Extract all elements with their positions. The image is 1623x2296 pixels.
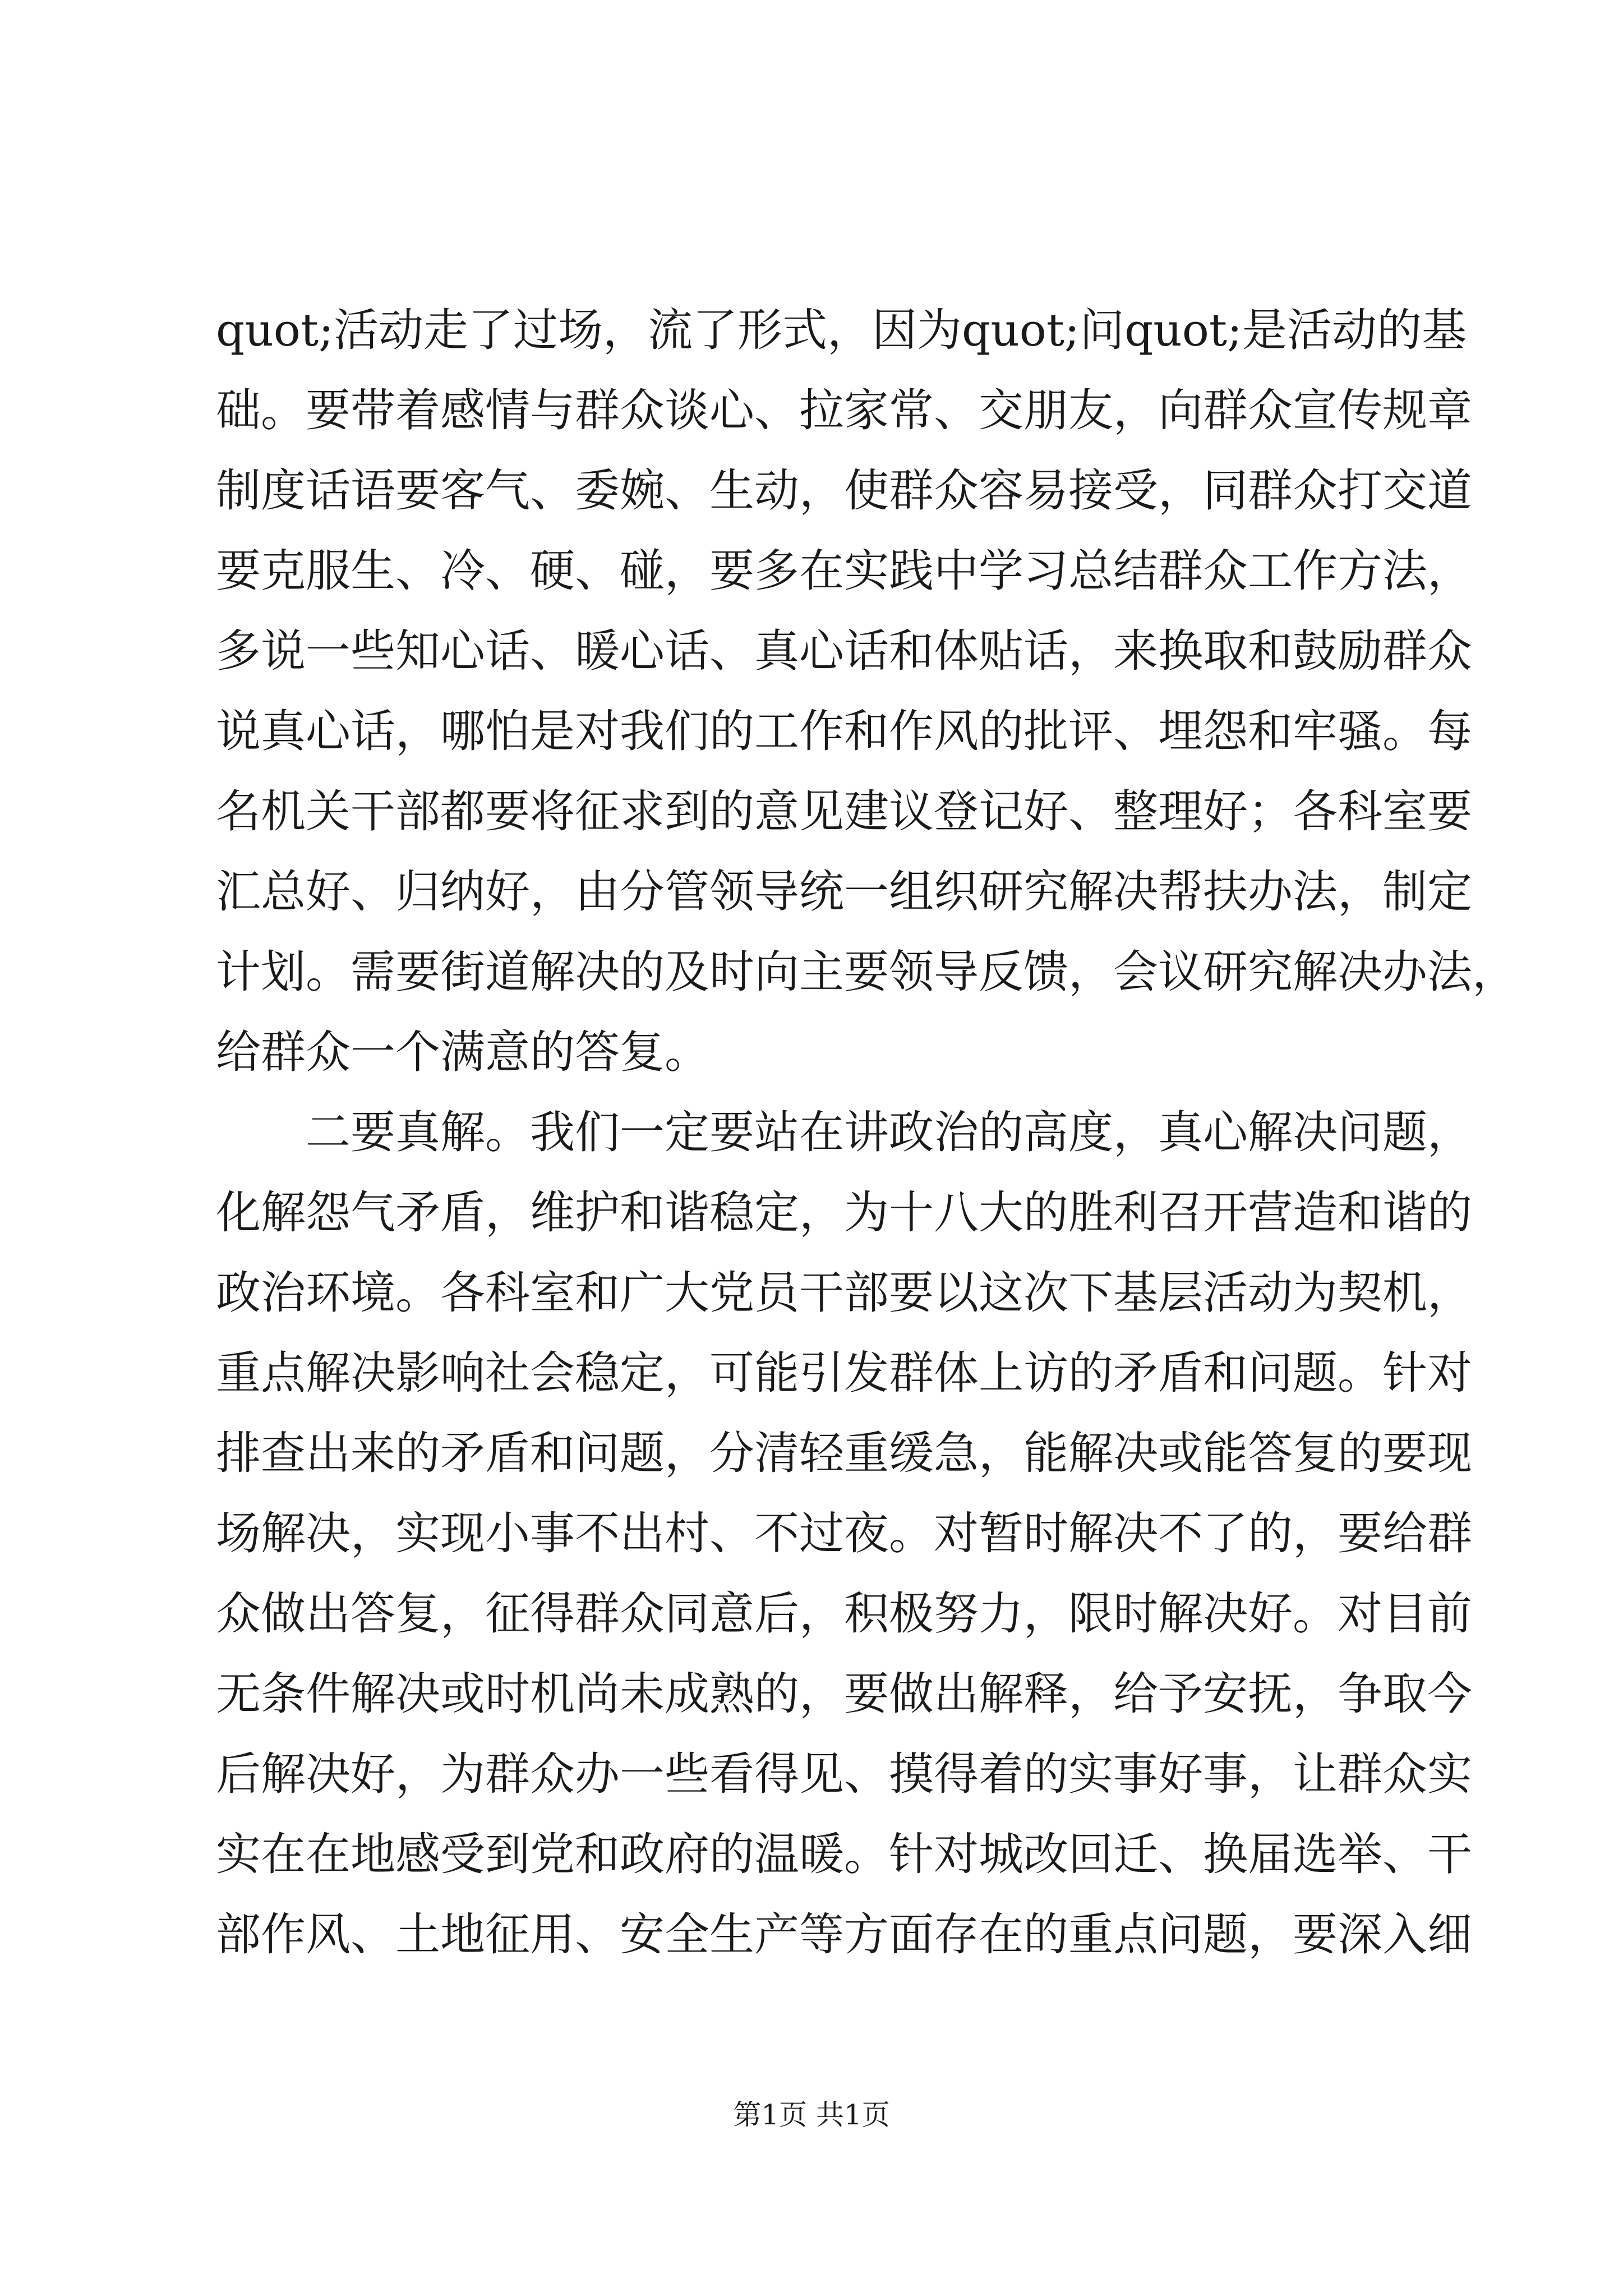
text-line: 多说一些知心话、暖心话、真心话和体贴话，来换取和鼓励群众 (216, 625, 1472, 677)
page-footer (0, 2098, 1623, 2132)
text-line: 排查出来的矛盾和问题，分清轻重缓急，能解决或能答复的要现 (216, 1427, 1472, 1479)
text-line: 化解怨气矛盾，维护和谐稳定，为十八大的胜利召开营造和谐的 (216, 1186, 1472, 1239)
text-line: 政治环境。各科室和广大党员干部要以这次下基层活动为契机， (216, 1267, 1472, 1319)
text-line: 后解决好，为群众办一些看得见、摸得着的实事好事，让群众实 (216, 1748, 1472, 1800)
text-line: 计划。需要街道解决的及时向主要领导反馈，会议研究解决办法， (216, 946, 1517, 998)
text-line: 名机关干部都要将征求到的意见建议登记好、整理好；各科室要 (216, 785, 1472, 838)
text-line: quot;活动走了过场，流了形式，因为quot;问quot;是活动的基 (216, 304, 1467, 356)
text-line: 场解决，实现小事不出村、不过夜。对暂时解决不了的，要给群 (216, 1507, 1472, 1559)
text-line: 众做出答复，征得群众同意后，积极努力，限时解决好。对目前 (216, 1588, 1472, 1640)
text-line: 无条件解决或时机尚未成熟的，要做出解释，给予安抚，争取今 (216, 1668, 1472, 1720)
text-line: 汇总好、归纳好，由分管领导统一组织研究解决帮扶办法，制定 (216, 866, 1472, 918)
body-text (216, 290, 1517, 1975)
text-line: 二要真解。我们一定要站在讲政治的高度，真心解决问题， (216, 1106, 1472, 1158)
text-line: 制度话语要客气、委婉、生动，使群众容易接受，同群众打交道 (216, 464, 1472, 517)
page-number: 第1页 共1页 (733, 2099, 890, 2131)
text-line: 部作风、土地征用、安全生产等方面存在的重点问题，要深入细 (216, 1908, 1472, 1961)
text-line: 说真心话，哪怕是对我们的工作和作风的批评、埋怨和牢骚。每 (216, 705, 1472, 757)
text-line: 重点解决影响社会稳定，可能引发群体上访的矛盾和问题。针对 (216, 1347, 1472, 1399)
text-line: 础。要带着感情与群众谈心、拉家常、交朋友，向群众宣传规章 (216, 384, 1472, 436)
text-line: 要克服生、冷、硬、碰，要多在实践中学习总结群众工作方法， (216, 545, 1472, 597)
text-line: 给群众一个满意的答复。 (216, 1026, 709, 1078)
text-line: 实在在地感受到党和政府的温暖。针对城改回迁、换届选举、干 (216, 1828, 1472, 1880)
